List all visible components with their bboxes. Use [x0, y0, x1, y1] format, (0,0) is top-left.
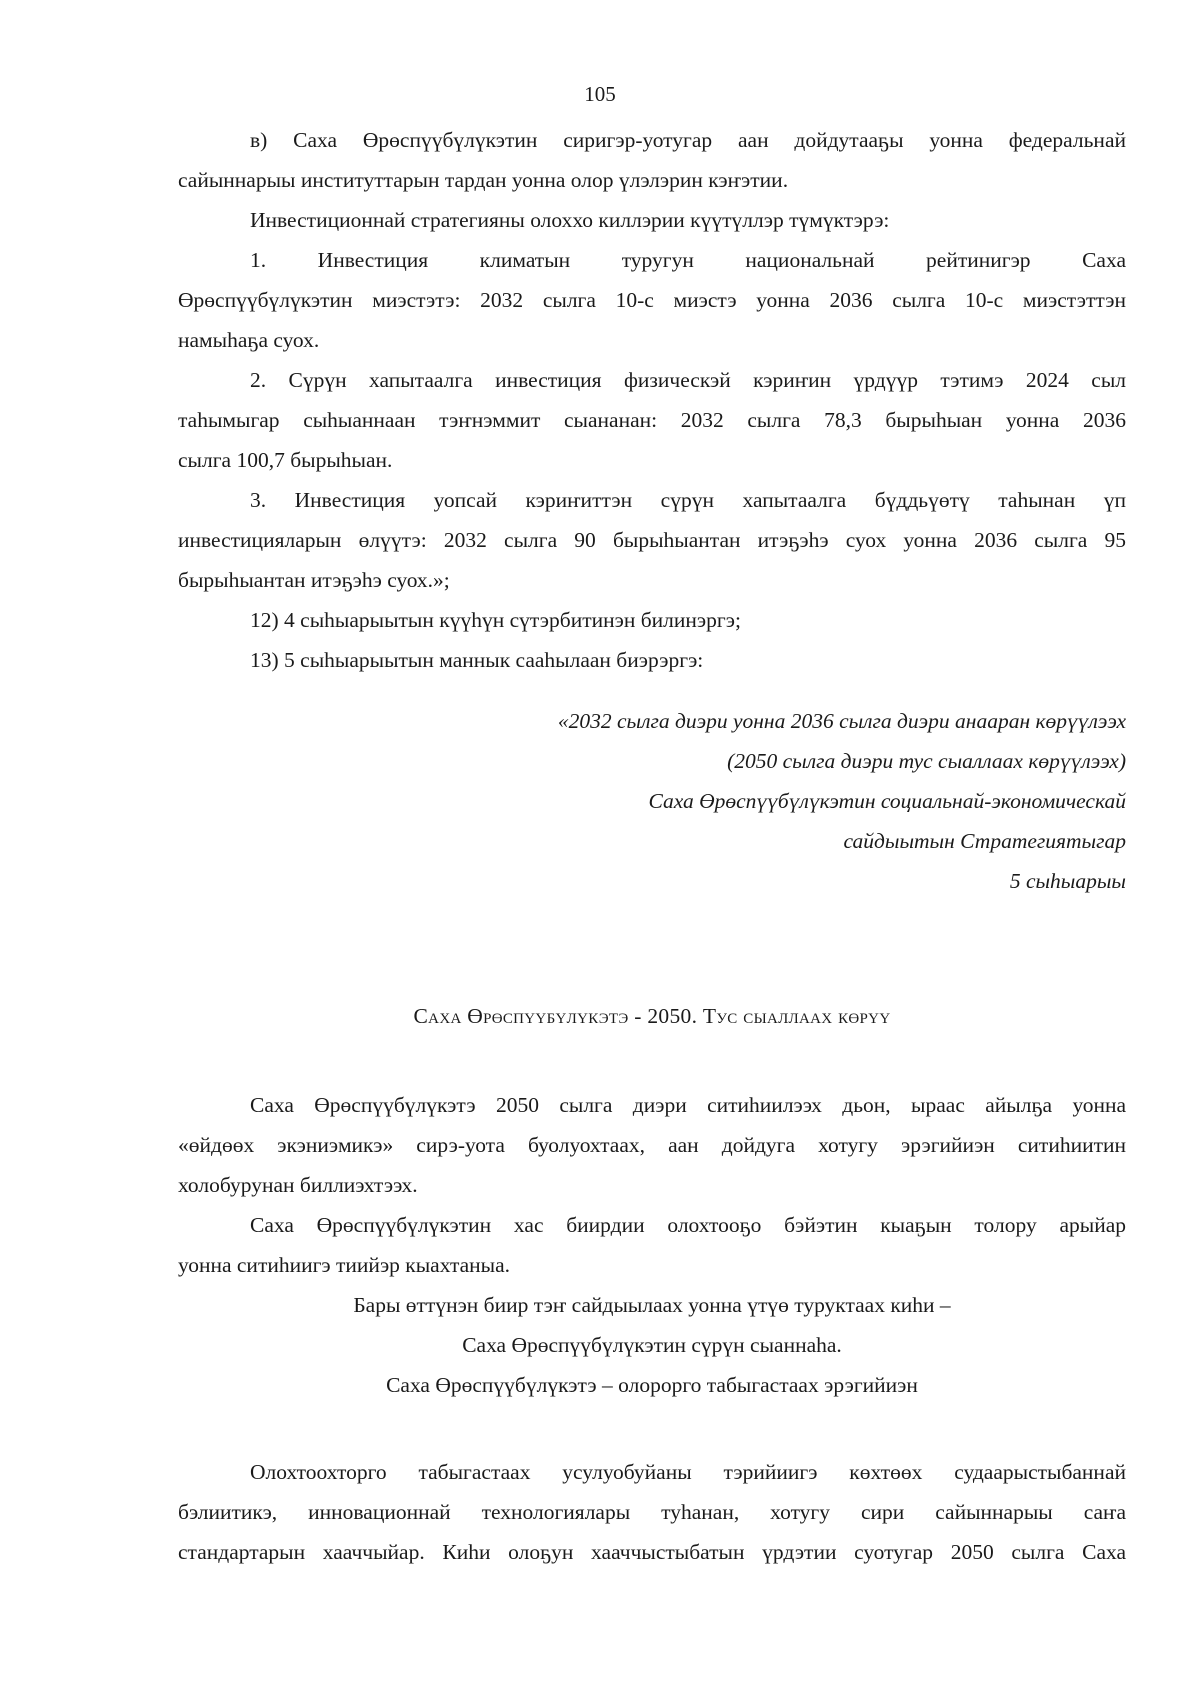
vision-p1-line2: «өйдөөх экэниэмикэ» сирэ-уота буолуохтаах, аан дойдуга хотугу эрэгийиэн ситиһиитин: [178, 1133, 1126, 1157]
annex-line: «2032 сылга диэри уонна 2036 сылга диэри анааран көрүүлээх: [557, 709, 1126, 733]
page-number: 105: [584, 82, 616, 106]
paragraph-13: 13) 5 сыһыарыытын маннык сааһылаан биэрэргэ:: [250, 648, 704, 672]
section-policy: [178, 1452, 1126, 1572]
annex-line: Саха Өрөспүүбүлүкэтин социальнай-экономическай: [648, 789, 1126, 813]
paragraph-12: 12) 4 сыһыарыытын күүһүн сүтэрбитинэн билинэргэ;: [250, 608, 741, 632]
vision-p2-line1: Саха Өрөспүүбүлүкэтин хас биирдии олохтооҕо бэйэтин кыаҕын толору арыйар: [250, 1213, 1126, 1237]
motto-line: Бары өттүнэн биир тэҥ сайдыылаах уонна үтүө туруктаах киһи –: [353, 1293, 951, 1317]
motto-line: Саха Өрөспүүбүлүкэтэ – олорорго табыгастаах эрэгийиэн: [386, 1373, 918, 1397]
annex-caption: [178, 701, 1126, 901]
motto-line: Саха Өрөспүүбүлүкэтин сүрүн сыаннаһа.: [462, 1333, 842, 1357]
policy-line3: стандартарын хааччыйар. Киһи олоҕун хааччыстыбатын үрдэтии суотугар 2050 сылга Саха: [178, 1540, 1126, 1564]
paragraph-v-line1: в) Саха Өрөспүүбүлүкэтин сиригэр-уотугар аан дойдутааҕы уонна федеральнай: [250, 128, 1126, 152]
item3-line1: 3. Инвестиция уопсай кэриҥиттэн сүрүн хапытаалга бүддьүөтү таһынан үп: [250, 488, 1126, 512]
item1-line1: 1. Инвестиция климатын туругун национальнай рейтинигэр Саха: [250, 248, 1126, 272]
annex-line: сайдыытын Стратегиятыгар: [843, 829, 1126, 853]
section-vision: [178, 1085, 1126, 1405]
section-top: [178, 120, 1126, 680]
annex-line: (2050 сылга диэри тус сыаллаах көрүүлээх): [727, 749, 1126, 773]
vision-p1-line1: Саха Өрөспүүбүлүкэтэ 2050 сылга диэри ситиһиилээх дьон, ыраас айылҕа уонна: [250, 1093, 1126, 1117]
item2-line1: 2. Сүрүн хапытаалга инвестиция физическэй кэриҥин үрдүүр тэтимэ 2024 сыл: [250, 368, 1126, 392]
paragraph-invest-results: Инвестиционнай стратегияны олоххо киллэрии күүтүллэр түмүктэрэ:: [250, 208, 890, 232]
vision-p2-line2: уонна ситиһиигэ тиийэр кыахтаныа.: [178, 1253, 511, 1277]
item1-line3: намыһаҕа суох.: [178, 328, 320, 352]
item2-line3: сылга 100,7 бырыһыан.: [178, 448, 393, 472]
annex-line: 5 сыһыарыы: [1009, 869, 1126, 893]
item3-line3: бырыһыантан итэҕэһэ суох.»;: [178, 568, 450, 592]
paragraph-v-line2: сайыннарыы институттарын тардан уонна олор үлэлэрин кэҥэтии.: [178, 168, 789, 192]
item2-line2: таһымыгар сыһыаннаан тэҥнэммит сыананан: 2032 сылга 78,3 бырыһыан уонна 2036: [178, 408, 1126, 432]
vision-p1-line3: холобурунан биллиэхтээх.: [178, 1173, 418, 1197]
item1-line2: Өрөспүүбүлүкэтин миэстэтэ: 2032 сылга 10-с миэстэ уонна 2036 сылга 10-с миэстэттэн: [178, 288, 1126, 312]
policy-line2: бэлиитикэ, инновационнай технологиялары туһанан, хотугу сири сайыннарыы саҥа: [178, 1500, 1126, 1524]
item3-line2: инвестицияларын өлүүтэ: 2032 сылга 90 бырыһыантан итэҕэһэ суох уонна 2036 сылга 95: [178, 528, 1126, 552]
policy-line1: Олохтоохторго табыгастаах усулуобуйаны тэрийиигэ көхтөөх судаарыстыбаннай: [250, 1460, 1126, 1484]
section-heading: Саха Өрөспүүбүлүкэтэ - 2050. Тус сыаллаах көрүү: [413, 1004, 891, 1028]
